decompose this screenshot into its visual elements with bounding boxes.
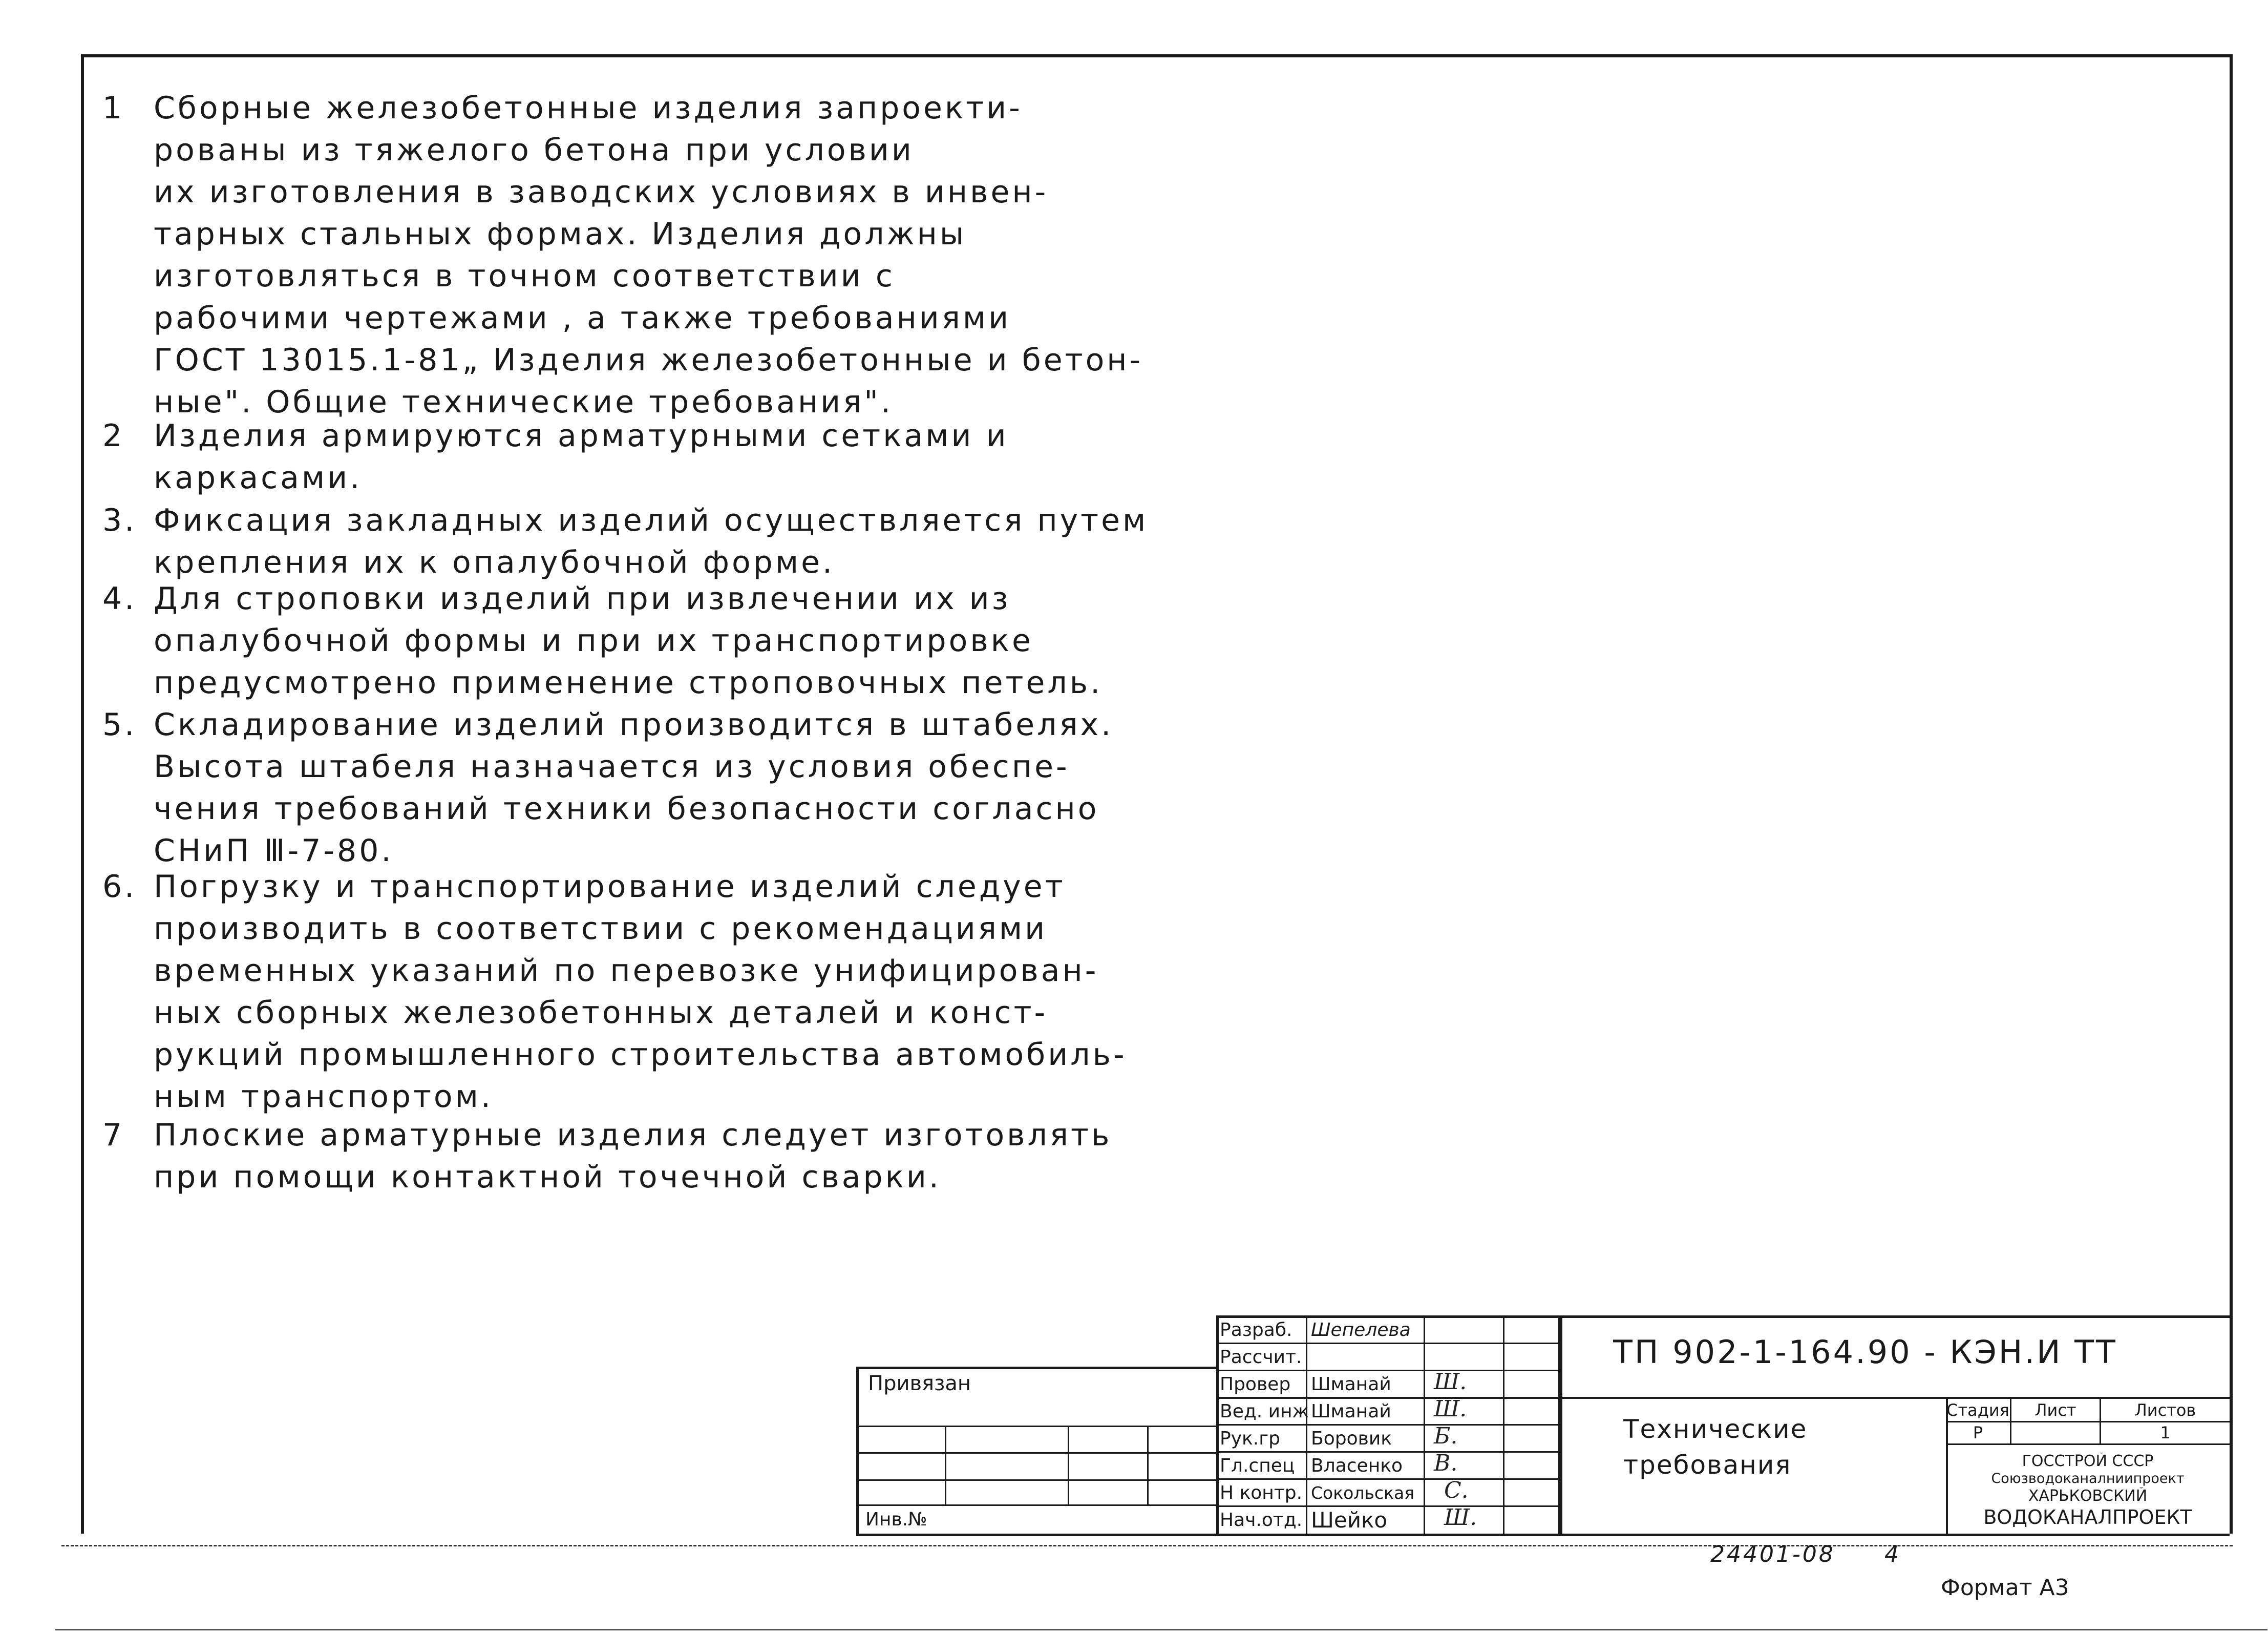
inv-no-label: Инв.№ bbox=[865, 1509, 927, 1530]
note-number: 4. bbox=[102, 581, 137, 617]
grid-line bbox=[945, 1426, 946, 1504]
org-line-2: Союзводоканалниипроект bbox=[1991, 1471, 2185, 1487]
note-number: 7 bbox=[102, 1117, 125, 1153]
signature: Б. bbox=[1434, 1423, 1458, 1449]
note-text: Фиксация закладных изделий осуществляется путем крепления их к опалубочной форме. bbox=[154, 503, 1149, 580]
note-text: Сборные железобетонные изделия запроекти- рованы из тяжелого бетона при условии их изготовления в заводских условиях в инвен- тарных стальных формах. Изделия должны изготовляться в точном соответствии с рабочими чертежами , а также требованиями ГОСТ 13015.1-81„ Изделия железобетонные и бетон- ные". Общие технические требования". bbox=[154, 90, 1143, 420]
stamp-left-edge bbox=[856, 1367, 859, 1536]
grid-line bbox=[1147, 1426, 1149, 1504]
signature: С. bbox=[1444, 1477, 1469, 1503]
title-line-1: Технические bbox=[1623, 1414, 1808, 1444]
grid-line bbox=[856, 1452, 1216, 1454]
note-text: Складирование изделий производится в штабелях. Высота штабеля назначается из условия обеспе- чения требований техники безопасности согласно СНиП Ⅲ-7-80. bbox=[154, 707, 1114, 869]
stamp-bottom-line bbox=[856, 1534, 2230, 1536]
frame-bottom-line bbox=[61, 1545, 2233, 1546]
role-name: Шманай bbox=[1311, 1374, 1391, 1395]
org-line-1: ГОССТРОЙ СССР bbox=[2022, 1453, 2154, 1470]
archive-sheet-number: 4 bbox=[1884, 1542, 1899, 1567]
archive-number: 24401-08 bbox=[1710, 1542, 1835, 1567]
role-name: Шейко bbox=[1311, 1508, 1388, 1533]
note-number: 1 bbox=[102, 90, 125, 126]
role-name: Власенко bbox=[1311, 1455, 1403, 1476]
org-line-4: ВОДОКАНАЛПРОЕКТ bbox=[1983, 1506, 2192, 1529]
sheets-label: Листов bbox=[2134, 1400, 2196, 1420]
stage-label: Стадия bbox=[1946, 1400, 2009, 1420]
role-label: Нач.отд. bbox=[1220, 1510, 1303, 1531]
note-text: Изделия армируются арматурными сетками и каркасами. bbox=[154, 418, 1009, 496]
grid-line bbox=[856, 1504, 1216, 1506]
role-label: Гл.спец bbox=[1220, 1455, 1295, 1476]
stamp-left-top-line bbox=[856, 1367, 1216, 1369]
title-line-2: требования bbox=[1623, 1450, 1792, 1480]
grid-line bbox=[1503, 1315, 1504, 1536]
role-name: Шманай bbox=[1311, 1401, 1391, 1422]
note-text: Для строповки изделий при извлечении их из опалубочной формы и при их транспортировке предусмотрено применение строповочных петель. bbox=[154, 581, 1103, 701]
page-edge-line bbox=[55, 1629, 2267, 1630]
grid-line bbox=[856, 1479, 1216, 1481]
role-label: Н контр. bbox=[1220, 1482, 1303, 1503]
role-label: Вед. инж bbox=[1220, 1401, 1309, 1422]
format-label: Формат А3 bbox=[1941, 1575, 2069, 1601]
stage-value: Р bbox=[1973, 1423, 1983, 1442]
signature: Ш. bbox=[1434, 1396, 1467, 1422]
signature: Ш. bbox=[1444, 1504, 1477, 1531]
privyazan-label: Привязан bbox=[868, 1372, 971, 1395]
stamp-divider bbox=[1216, 1315, 1219, 1536]
note-text: Погрузку и транспортирование изделий следует производить в соответствии с рекомендациями временных указаний по перевозке унифицирован- ных сборных железобетонных деталей и конст- рукций промышленного строительства автомобиль- ным транспортом. bbox=[154, 869, 1127, 1115]
signature: Ш. bbox=[1434, 1369, 1467, 1395]
grid-line bbox=[1560, 1315, 1562, 1536]
note-number: 2 bbox=[102, 418, 125, 454]
role-name: Боровик bbox=[1311, 1428, 1392, 1449]
note-number: 6. bbox=[102, 869, 137, 905]
sheet-label: Лист bbox=[2034, 1400, 2076, 1420]
note-text: Плоские арматурные изделия следует изготовлять при помощи контактной точечной сварки. bbox=[154, 1117, 1112, 1195]
role-name: Сокольская bbox=[1311, 1483, 1415, 1503]
grid-line bbox=[856, 1426, 1216, 1427]
grid-line bbox=[1068, 1426, 1069, 1504]
role-label: Рук.гр bbox=[1220, 1428, 1280, 1449]
note-number: 3. bbox=[102, 503, 137, 538]
role-label: Разраб. bbox=[1220, 1320, 1292, 1341]
role-name: Шепелева bbox=[1311, 1320, 1411, 1341]
document-code: ТП 902-1-164.90 - КЭН.И ТТ bbox=[1613, 1333, 2117, 1371]
role-label: Провер bbox=[1220, 1374, 1291, 1395]
org-line-3: ХАРЬКОВСКИЙ bbox=[2028, 1488, 2148, 1505]
note-number: 5. bbox=[102, 707, 137, 743]
role-label: Рассчит. bbox=[1220, 1347, 1302, 1368]
grid-line bbox=[1306, 1315, 1307, 1536]
sheets-value: 1 bbox=[2160, 1423, 2171, 1442]
signature: В. bbox=[1434, 1450, 1458, 1476]
grid-line bbox=[1424, 1315, 1425, 1536]
